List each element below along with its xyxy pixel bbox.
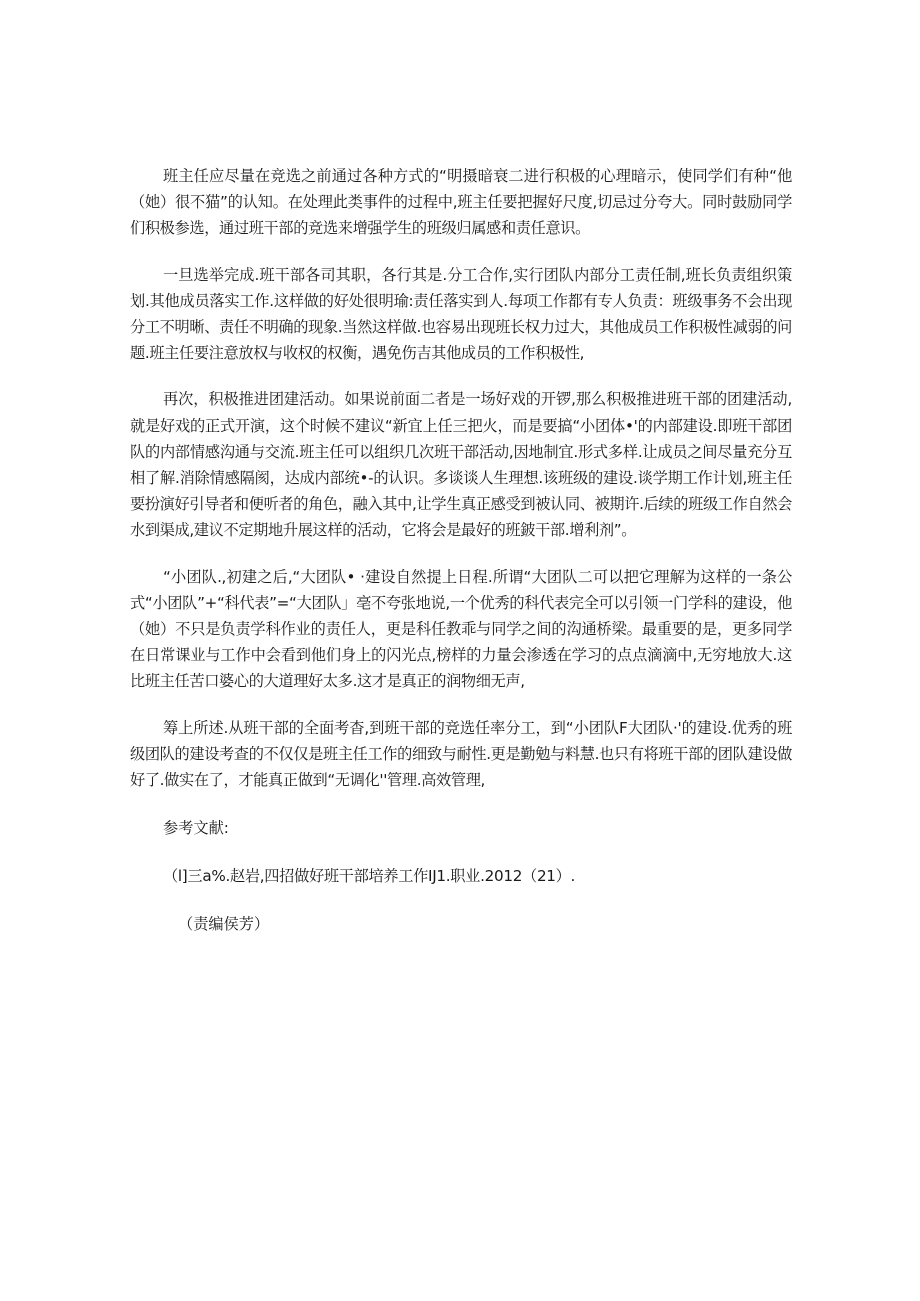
- paragraph-2: 一旦选举完成.班干部各司其职，各行其是.分工合作,实行团队内部分工责任制,班长负责组织策划.其他成员落实工作.这样做的好处很明瑜:责任落实到人.每项工作都有专人负责：班级事务不会出现分工不明晰、责任不明确的现象.当然这样做.也容易出现班长权力过大，其他成员工作积极性减弱的问题.班主任要注意放权与收权的权衡，遇免伤吉其他成员的工作积极性,: [130, 265, 792, 363]
- editor-note: （责编侯芳）: [178, 915, 270, 934]
- paragraph-3: 再次，积极推进团建活动。如果说前面二者是一场好戏的开锣,那么积极推进班干部的团建活动,就是好戏的正式开演，这个时候不建议“新宜上任三把火，而是要搞“小团体•'的内部建设.即班干部团队的内部情感沟通与交流.班主任可以组织几次班干部活动,因地制宜.形式多样.让成员之间尽量充分互相了解.消除情感隔阂，达成内部统•-的认识。多谈谈人生理想.该班级的建设.谈学期工作计划,班主任要扮演好引导者和便听者的角色，融入其中,让学生真正感受到被认同、被期许.后续的班级工作自然会水到渠成,建议不定期地升展这样的活动，它将会是最好的班鈹干部.增利剂”。: [130, 390, 792, 540]
- paragraph-5: 筹上所述.从班干部的全面考杳,到班干部的竞选任率分工，到“小团队F大团队·'的建设.优秀的班级团队的建设考查的不仅仅是班主任工作的细致与耐性.更是勤勉与料慧.也只有将班干部的团队建设做好了.做实在了，才能真正做到“无调化''管理.高效管理,: [130, 718, 792, 790]
- reference-item-1: （l]三a%.赵岩,四招做好班干部培养工作IJ1.职业.2012（21）.: [163, 867, 576, 886]
- paragraph-1: 班主任应尽量在竞选之前通过各种方式的“明摄暗衰二进行积极的心理暗示，使同学们有种“他（她）很不猫”的认知。在处理此类事件的过程中,班主任要把握好尺度,切忌过分夸大。同时鼓励同学们积极参选，通过班干部的竞选来增强学生的班级归属感和责任意识。: [130, 167, 792, 238]
- references-title: 参考文献:: [163, 819, 229, 838]
- document-page: [130, 163, 792, 937]
- paragraph-4: “小团队.,初建之后,“大团队• ·建设自然提上日程.所谓“大团队二可以把它理解为这样的一条公式“小团队”+“科代表”=“大团队」亳不夸张地说,一个优秀的科代表完全可以引领一门学科的建设，他（她）不只是负责学科作业的责任人，更是科任教乖与同学之间的沟通桥梁。最重要的是，更多同学在日常课业与工作中会看到他们身上的闪光点,榜样的力量会渗透在学习的点点滴滴中,无穷地放大.这比班主任苦口婆心的大道理好太多.这才是真正的润物细无声,: [130, 567, 792, 691]
